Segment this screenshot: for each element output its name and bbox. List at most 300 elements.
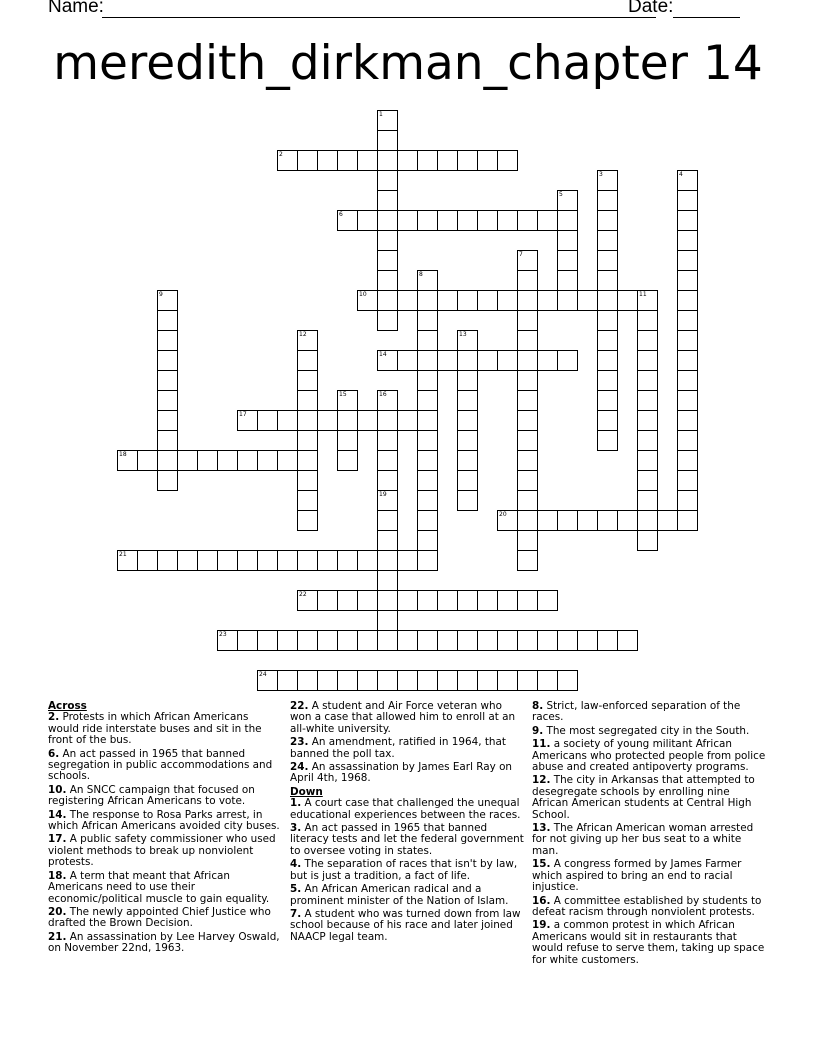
grid-cell[interactable]: [617, 510, 638, 531]
grid-cell[interactable]: [157, 430, 178, 451]
grid-cell[interactable]: [537, 630, 558, 651]
across-heading: Across: [48, 700, 87, 712]
grid-cell[interactable]: [317, 670, 338, 691]
clue-item: [290, 859, 525, 882]
grid-cell[interactable]: [457, 370, 478, 391]
grid-cell[interactable]: [297, 490, 318, 511]
grid-cell[interactable]: [517, 490, 538, 511]
grid-cell[interactable]: [317, 550, 338, 571]
clue-number: 19: [379, 491, 387, 498]
clue-text: A student and Air Force veteran who won a case that allowed him to enroll at an all-white university.: [290, 700, 516, 735]
clue-text: A court case that challenged the unequal educational experiences between the races.: [290, 797, 521, 821]
clue-text: An assassination by James Earl Ray on April 4th, 1968.: [290, 761, 513, 785]
clue-number-label: 23.: [290, 736, 309, 749]
grid-cell[interactable]: [377, 410, 398, 431]
grid-cell[interactable]: [537, 290, 558, 311]
grid-cell[interactable]: [377, 570, 398, 591]
grid-cell[interactable]: [157, 450, 178, 471]
grid-cell[interactable]: [637, 530, 658, 551]
grid-cell[interactable]: [437, 350, 458, 371]
grid-cell[interactable]: [337, 550, 358, 571]
grid-cell[interactable]: [497, 590, 518, 611]
grid-cell[interactable]: [597, 210, 618, 231]
grid-cell[interactable]: [677, 330, 698, 351]
grid-cell[interactable]: [377, 310, 398, 331]
grid-cell[interactable]: [277, 630, 298, 651]
clue-number: 10: [359, 291, 367, 298]
grid-cell[interactable]: [537, 670, 558, 691]
grid-cell[interactable]: [617, 290, 638, 311]
grid-cell[interactable]: [517, 290, 538, 311]
clue-text: The most segregated city in the South.: [543, 724, 750, 737]
clue-number-label: 16.: [532, 894, 551, 907]
clue-number-label: 24.: [290, 761, 309, 774]
grid-cell[interactable]: [417, 210, 438, 231]
grid-cell[interactable]: [417, 670, 438, 691]
grid-cell[interactable]: [677, 210, 698, 231]
grid-cell[interactable]: [457, 670, 478, 691]
grid-cell[interactable]: [437, 670, 458, 691]
clue-item: [48, 932, 280, 955]
grid-cell[interactable]: [517, 590, 538, 611]
grid-cell[interactable]: [557, 230, 578, 251]
grid-cell[interactable]: [257, 630, 278, 651]
grid-cell[interactable]: [557, 210, 578, 231]
grid-cell[interactable]: [297, 350, 318, 371]
grid-cell[interactable]: [397, 550, 418, 571]
grid-cell[interactable]: [237, 550, 258, 571]
grid-cell[interactable]: [677, 310, 698, 331]
grid-cell[interactable]: [297, 550, 318, 571]
clue-number: 13: [459, 331, 467, 338]
grid-cell[interactable]: [297, 510, 318, 531]
grid-cell[interactable]: [297, 670, 318, 691]
grid-cell[interactable]: [397, 590, 418, 611]
grid-cell[interactable]: [597, 630, 618, 651]
grid-cell[interactable]: [557, 270, 578, 291]
clue-number: 20: [499, 511, 507, 518]
grid-cell[interactable]: [337, 590, 358, 611]
grid-cell[interactable]: [397, 290, 418, 311]
grid-cell[interactable]: [457, 150, 478, 171]
grid-cell[interactable]: [517, 510, 538, 531]
grid-cell[interactable]: [417, 390, 438, 411]
grid-cell[interactable]: [577, 630, 598, 651]
grid-cell[interactable]: [557, 630, 578, 651]
clue-number-label: 18.: [48, 869, 67, 882]
clue-item: [532, 920, 768, 966]
grid-cell[interactable]: [557, 350, 578, 371]
clue-text: A term that meant that African Americans need to use their economic/political muscle to gain equality.: [48, 869, 270, 905]
grid-cell[interactable]: [157, 470, 178, 491]
grid-cell[interactable]: [677, 410, 698, 431]
grid-cell[interactable]: [577, 290, 598, 311]
grid-cell[interactable]: [677, 490, 698, 511]
grid-cell[interactable]: [137, 450, 158, 471]
clue-number: 14: [379, 351, 387, 358]
grid-cell[interactable]: [417, 510, 438, 531]
grid-cell[interactable]: [597, 350, 618, 371]
grid-cell[interactable]: [677, 290, 698, 311]
grid-cell[interactable]: [477, 210, 498, 231]
grid-cell[interactable]: [417, 370, 438, 391]
grid-cell[interactable]: [157, 550, 178, 571]
grid-cell[interactable]: [377, 270, 398, 291]
grid-cell[interactable]: [597, 250, 618, 271]
grid-cell[interactable]: [297, 410, 318, 431]
clue-number: 6: [339, 211, 343, 218]
grid-cell[interactable]: [157, 410, 178, 431]
grid-cell[interactable]: [417, 430, 438, 451]
grid-cell[interactable]: [457, 210, 478, 231]
grid-cell[interactable]: [537, 510, 558, 531]
clue-item: [290, 909, 525, 943]
grid-cell[interactable]: [497, 350, 518, 371]
grid-cell[interactable]: [417, 490, 438, 511]
grid-cell[interactable]: [337, 150, 358, 171]
grid-cell[interactable]: [517, 390, 538, 411]
grid-cell[interactable]: [377, 610, 398, 631]
clue-text: An act passed in 1965 that banned segregation in public accommodations and schools.: [48, 747, 273, 783]
page-title: meredith_dirkman_chapter 14: [53, 36, 763, 91]
grid-cell[interactable]: [677, 190, 698, 211]
clue-number-label: 17.: [48, 833, 67, 846]
grid-cell[interactable]: [677, 270, 698, 291]
grid-cell[interactable]: [597, 270, 618, 291]
grid-cell[interactable]: [377, 670, 398, 691]
grid-cell[interactable]: [377, 150, 398, 171]
grid-cell[interactable]: [557, 670, 578, 691]
grid-cell[interactable]: [537, 350, 558, 371]
grid-cell[interactable]: [517, 270, 538, 291]
grid-cell[interactable]: [497, 290, 518, 311]
grid-cell[interactable]: [417, 590, 438, 611]
grid-cell[interactable]: [557, 510, 578, 531]
grid-cell[interactable]: [217, 450, 238, 471]
grid-cell[interactable]: [377, 170, 398, 191]
grid-cell[interactable]: [537, 590, 558, 611]
clue-number-label: 11.: [532, 738, 551, 751]
grid-cell[interactable]: [457, 590, 478, 611]
grid-cell[interactable]: [657, 510, 678, 531]
grid-cell[interactable]: [457, 390, 478, 411]
grid-cell[interactable]: [417, 350, 438, 371]
grid-cell[interactable]: [497, 670, 518, 691]
grid-cell[interactable]: [397, 150, 418, 171]
grid-cell[interactable]: [417, 630, 438, 651]
grid-cell[interactable]: [417, 310, 438, 331]
grid-cell[interactable]: [257, 450, 278, 471]
clue-number: 7: [519, 251, 523, 258]
grid-cell[interactable]: [477, 590, 498, 611]
grid-cell[interactable]: [357, 670, 378, 691]
grid-cell[interactable]: [257, 550, 278, 571]
grid-cell[interactable]: [417, 330, 438, 351]
grid-cell[interactable]: [677, 350, 698, 371]
grid-cell[interactable]: [377, 290, 398, 311]
clue-number-label: 3.: [290, 822, 302, 835]
clue-number: 5: [559, 191, 563, 198]
grid-cell[interactable]: [397, 670, 418, 691]
grid-cell[interactable]: [597, 510, 618, 531]
grid-cell[interactable]: [197, 450, 218, 471]
grid-cell[interactable]: [677, 370, 698, 391]
grid-cell[interactable]: [377, 230, 398, 251]
clue-number-label: 5.: [290, 883, 302, 896]
grid-cell[interactable]: [677, 510, 698, 531]
grid-cell[interactable]: [337, 450, 358, 471]
grid-cell[interactable]: [317, 590, 338, 611]
grid-cell[interactable]: [677, 430, 698, 451]
grid-cell[interactable]: [497, 210, 518, 231]
grid-cell[interactable]: [637, 350, 658, 371]
clue-item: [290, 798, 525, 821]
grid-cell[interactable]: [297, 470, 318, 491]
grid-cell[interactable]: [477, 670, 498, 691]
grid-cell[interactable]: [377, 470, 398, 491]
grid-cell[interactable]: [157, 370, 178, 391]
clue-number: 2: [279, 151, 283, 158]
grid-cell[interactable]: [377, 630, 398, 651]
clue-number: 21: [119, 551, 127, 558]
grid-cell[interactable]: [457, 290, 478, 311]
grid-cell[interactable]: [457, 490, 478, 511]
grid-cell[interactable]: [337, 430, 358, 451]
grid-cell[interactable]: [317, 630, 338, 651]
grid-cell[interactable]: [377, 590, 398, 611]
grid-cell[interactable]: [277, 670, 298, 691]
grid-cell[interactable]: [637, 370, 658, 391]
grid-cell[interactable]: [297, 150, 318, 171]
grid-cell[interactable]: [337, 670, 358, 691]
grid-cell[interactable]: [517, 630, 538, 651]
grid-cell[interactable]: [637, 310, 658, 331]
grid-cell[interactable]: [317, 150, 338, 171]
grid-cell[interactable]: [477, 630, 498, 651]
clue-item: [290, 762, 525, 785]
grid-cell[interactable]: [157, 350, 178, 371]
grid-cell[interactable]: [557, 250, 578, 271]
grid-cell[interactable]: [457, 410, 478, 431]
grid-cell[interactable]: [497, 630, 518, 651]
grid-cell[interactable]: [337, 630, 358, 651]
grid-cell[interactable]: [357, 410, 378, 431]
grid-cell[interactable]: [357, 590, 378, 611]
grid-cell[interactable]: [597, 230, 618, 251]
grid-cell[interactable]: [177, 550, 198, 571]
grid-cell[interactable]: [597, 290, 618, 311]
grid-cell[interactable]: [677, 470, 698, 491]
clue-item: [48, 834, 280, 868]
grid-cell[interactable]: [417, 290, 438, 311]
grid-cell[interactable]: [397, 630, 418, 651]
grid-cell[interactable]: [277, 550, 298, 571]
grid-cell[interactable]: [357, 150, 378, 171]
grid-cell[interactable]: [637, 470, 658, 491]
clue-number-label: 15.: [532, 858, 551, 871]
grid-cell[interactable]: [457, 450, 478, 471]
grid-cell[interactable]: [377, 430, 398, 451]
grid-cell[interactable]: [637, 410, 658, 431]
grid-cell[interactable]: [517, 550, 538, 571]
grid-cell[interactable]: [677, 230, 698, 251]
grid-cell[interactable]: [417, 410, 438, 431]
grid-cell[interactable]: [297, 390, 318, 411]
grid-cell[interactable]: [477, 150, 498, 171]
grid-cell[interactable]: [157, 330, 178, 351]
grid-cell[interactable]: [157, 390, 178, 411]
grid-cell[interactable]: [517, 470, 538, 491]
grid-cell[interactable]: [597, 310, 618, 331]
clue-item: [48, 907, 280, 930]
grid-cell[interactable]: [197, 550, 218, 571]
clue-number-label: 12.: [532, 774, 551, 787]
clue-text: An amendment, ratified in 1964, that banned the poll tax.: [290, 736, 506, 760]
grid-cell[interactable]: [297, 630, 318, 651]
grid-cell[interactable]: [637, 390, 658, 411]
clue-item: [532, 739, 768, 773]
clue-number: 3: [599, 171, 603, 178]
down-heading: Down: [290, 785, 323, 798]
grid-cell[interactable]: [437, 150, 458, 171]
grid-cell[interactable]: [437, 290, 458, 311]
clue-number: 8: [419, 271, 423, 278]
grid-cell[interactable]: [297, 370, 318, 391]
clue-text: The city in Arkansas that attempted to desegregate schools by enrolling nine African American students at Central High School.: [532, 774, 755, 821]
grid-cell[interactable]: [457, 630, 478, 651]
grid-cell[interactable]: [417, 450, 438, 471]
clue-number: 4: [679, 171, 683, 178]
grid-cell[interactable]: [437, 210, 458, 231]
grid-cell[interactable]: [637, 490, 658, 511]
grid-cell[interactable]: [237, 450, 258, 471]
grid-cell[interactable]: [517, 530, 538, 551]
grid-cell[interactable]: [417, 470, 438, 491]
grid-cell[interactable]: [177, 450, 198, 471]
grid-cell[interactable]: [517, 350, 538, 371]
clue-text: A congress formed by James Farmer which aspired to bring an end to racial injustice.: [532, 858, 742, 894]
grid-cell[interactable]: [617, 630, 638, 651]
grid-cell[interactable]: [357, 630, 378, 651]
grid-cell[interactable]: [377, 250, 398, 271]
grid-cell[interactable]: [277, 450, 298, 471]
grid-cell[interactable]: [517, 330, 538, 351]
clue-number: 23: [219, 631, 227, 638]
grid-cell[interactable]: [417, 550, 438, 571]
grid-cell[interactable]: [517, 310, 538, 331]
grid-cell[interactable]: [457, 350, 478, 371]
grid-cell[interactable]: [477, 290, 498, 311]
grid-cell[interactable]: [397, 350, 418, 371]
grid-cell[interactable]: [497, 150, 518, 171]
grid-cell[interactable]: [597, 370, 618, 391]
clue-number: 16: [379, 391, 387, 398]
grid-cell[interactable]: [677, 450, 698, 471]
grid-cell[interactable]: [417, 150, 438, 171]
clue-text: The response to Rosa Parks arrest, in which African Americans avoided city buses.: [48, 808, 280, 833]
grid-cell[interactable]: [517, 210, 538, 231]
grid-cell[interactable]: [597, 190, 618, 211]
grid-cell[interactable]: [217, 550, 238, 571]
grid-cell[interactable]: [157, 310, 178, 331]
grid-cell[interactable]: [377, 130, 398, 151]
clue-text: An SNCC campaign that focused on registering African Americans to vote.: [48, 783, 255, 808]
grid-cell[interactable]: [417, 530, 438, 551]
clue-text: A committee established by students to defeat racism through nonviolent protests.: [532, 894, 762, 918]
grid-cell[interactable]: [437, 630, 458, 651]
grid-cell[interactable]: [517, 410, 538, 431]
clue-number-label: 7.: [290, 907, 302, 920]
clue-number-label: 20.: [48, 905, 67, 918]
clue-number-label: 22.: [290, 700, 309, 712]
clue-number: 12: [299, 331, 307, 338]
grid-cell[interactable]: [277, 410, 298, 431]
grid-cell[interactable]: [517, 670, 538, 691]
grid-cell[interactable]: [377, 510, 398, 531]
grid-cell[interactable]: [377, 450, 398, 471]
grid-cell[interactable]: [517, 430, 538, 451]
grid-cell[interactable]: [397, 410, 418, 431]
grid-cell[interactable]: [477, 350, 498, 371]
grid-cell[interactable]: [597, 410, 618, 431]
grid-cell[interactable]: [377, 530, 398, 551]
clue-number: 17: [239, 411, 247, 418]
grid-cell[interactable]: [677, 390, 698, 411]
grid-cell[interactable]: [457, 430, 478, 451]
grid-cell[interactable]: [297, 430, 318, 451]
grid-cell[interactable]: [137, 550, 158, 571]
clue-number-label: 19.: [532, 919, 551, 932]
grid-cell[interactable]: [537, 210, 558, 231]
clue-item: [532, 823, 768, 857]
grid-cell[interactable]: [597, 330, 618, 351]
clue-item: [290, 737, 525, 760]
grid-cell[interactable]: [377, 210, 398, 231]
clue-item: [290, 701, 525, 735]
grid-cell[interactable]: [317, 410, 338, 431]
clue-item: [532, 775, 768, 821]
grid-cell[interactable]: [237, 630, 258, 651]
grid-cell[interactable]: [597, 430, 618, 451]
grid-cell[interactable]: [577, 510, 598, 531]
grid-cell[interactable]: [357, 550, 378, 571]
clue-item: [48, 785, 280, 808]
grid-cell[interactable]: [377, 550, 398, 571]
grid-cell[interactable]: [297, 450, 318, 471]
grid-cell[interactable]: [637, 330, 658, 351]
grid-cell[interactable]: [637, 450, 658, 471]
grid-cell[interactable]: [597, 390, 618, 411]
clue-number-label: 14.: [48, 808, 67, 821]
grid-cell[interactable]: [637, 430, 658, 451]
grid-cell[interactable]: [517, 450, 538, 471]
clue-number-label: 8.: [532, 700, 544, 712]
grid-cell[interactable]: [677, 250, 698, 271]
grid-cell[interactable]: [437, 590, 458, 611]
grid-cell[interactable]: [557, 290, 578, 311]
clue-number-label: 6.: [48, 747, 60, 760]
grid-cell[interactable]: [377, 190, 398, 211]
clue-number-label: 2.: [48, 711, 60, 724]
grid-cell[interactable]: [637, 510, 658, 531]
grid-cell[interactable]: [517, 370, 538, 391]
grid-cell[interactable]: [257, 410, 278, 431]
grid-cell[interactable]: [337, 410, 358, 431]
grid-cell[interactable]: [457, 470, 478, 491]
grid-cell[interactable]: [397, 210, 418, 231]
grid-cell[interactable]: [357, 210, 378, 231]
clue-item: [48, 810, 280, 833]
